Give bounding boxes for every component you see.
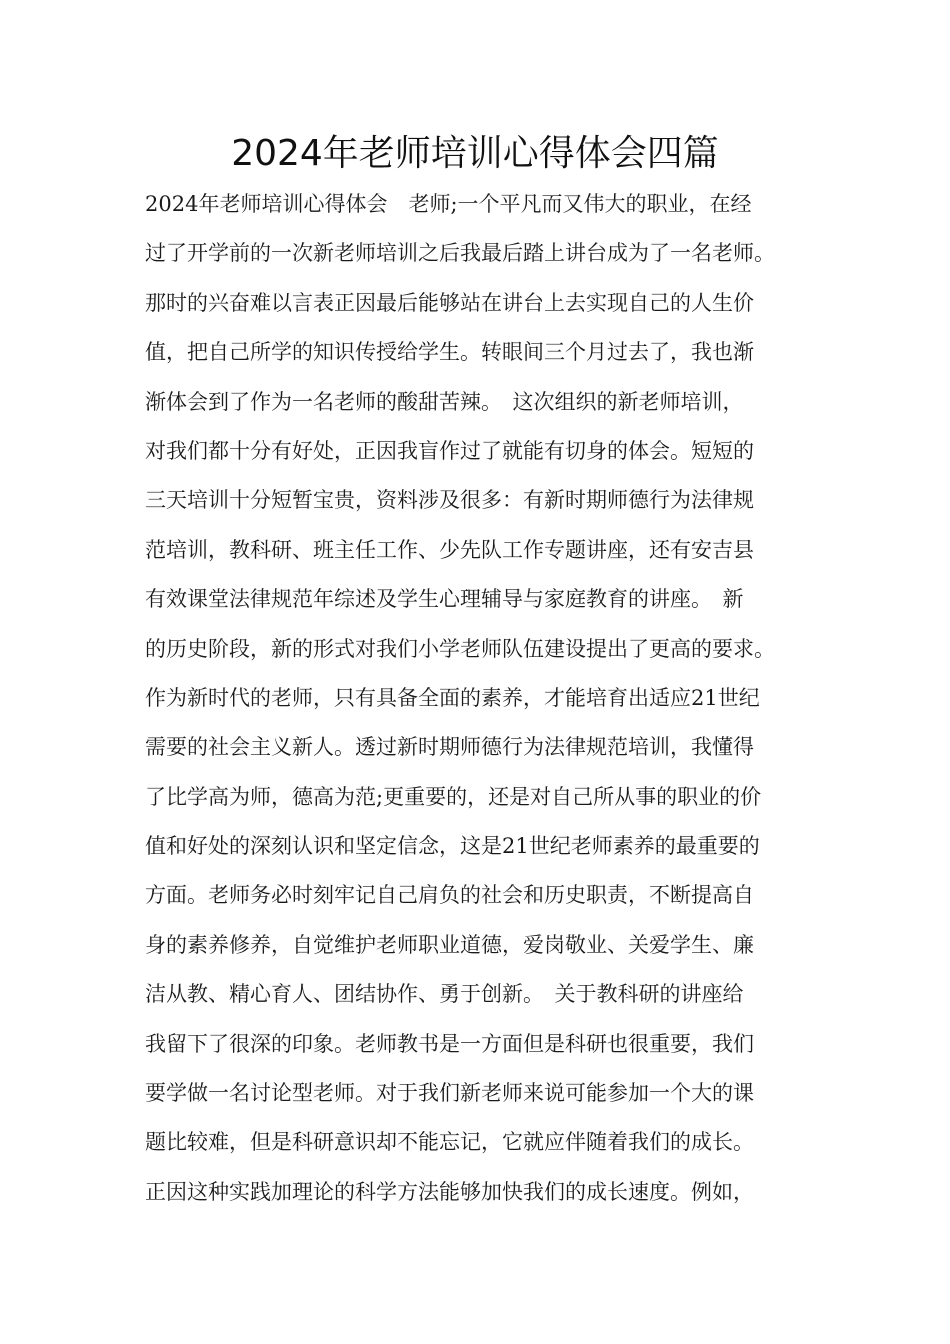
- body-line: 三天培训十分短暂宝贵，资料涉及很多：有新时期师德行为法律规: [145, 488, 754, 513]
- body-line: 对我们都十分有好处，正因我盲作过了就能有切身的体会。短短的: [145, 438, 754, 463]
- body-line: 的历史阶段，新的形式对我们小学老师队伍建设提出了更高的要求。: [145, 636, 775, 661]
- document-body: [145, 180, 835, 1217]
- body-line: 有效课堂法律规范年综述及学生心理辅导与家庭教育的讲座。 新: [145, 587, 744, 612]
- body-line: 值和好处的深刻认识和坚定信念，这是21世纪老师素养的最重要的: [145, 834, 760, 859]
- body-line: 那时的兴奋难以言表正因最后能够站在讲台上去实现自己的人生价: [145, 290, 754, 315]
- body-line: 需要的社会主义新人。透过新时期师德行为法律规范培训，我懂得: [145, 735, 754, 760]
- document-title: 2024年老师培训心得体会四篇: [231, 133, 719, 174]
- body-line: 身的素养修养，自觉维护老师职业道德，爱岗敬业、关爱学生、廉: [145, 932, 754, 957]
- body-line: 了比学高为师，德高为范;更重要的，还是对自己所从事的职业的价: [145, 784, 762, 809]
- body-line: 作为新时代的老师，只有具备全面的素养，才能培育出适应21世纪: [145, 685, 760, 710]
- body-line: 过了开学前的一次新老师培训之后我最后踏上讲台成为了一名老师。: [145, 241, 775, 266]
- body-line: 我留下了很深的印象。老师教书是一方面但是科研也很重要，我们: [145, 1031, 754, 1056]
- body-line: 题比较难，但是科研意识却不能忘记，它就应伴随着我们的成长。: [145, 1130, 754, 1155]
- body-line: 方面。老师务必时刻牢记自己肩负的社会和历史职责，不断提高自: [145, 883, 754, 908]
- body-line: 2024年老师培训心得体会 老师;一个平凡而又伟大的职业，在经: [145, 192, 752, 216]
- body-line: 值，把自己所学的知识传授给学生。转眼间三个月过去了，我也渐: [145, 340, 754, 365]
- body-line: 渐体会到了作为一名老师的酸甜苦辣。 这次组织的新老师培训，: [145, 389, 744, 414]
- body-line: 正因这种实践加理论的科学方法能够加快我们的成长速度。例如，: [145, 1179, 754, 1204]
- body-line: 洁从教、精心育人、团结协作、勇于创新。 关于教科研的讲座给: [145, 982, 744, 1007]
- body-line: 要学做一名讨论型老师。对于我们新老师来说可能参加一个大的课: [145, 1081, 754, 1106]
- body-line: 范培训，教科研、班主任工作、少先队工作专题讲座，还有安吉县: [145, 537, 754, 562]
